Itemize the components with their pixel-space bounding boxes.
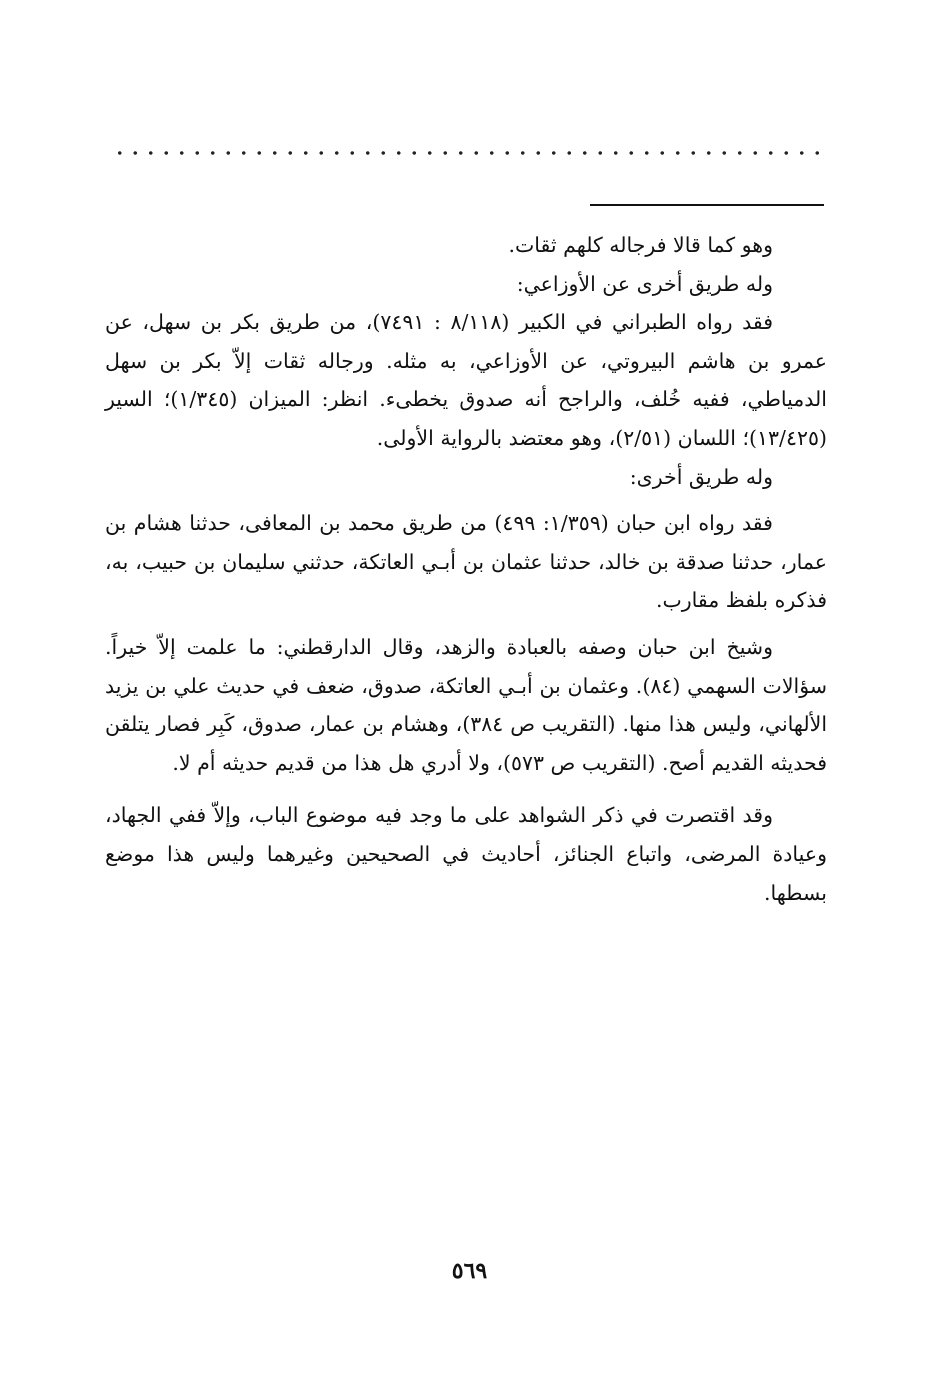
footnote-text: [105, 226, 827, 912]
paragraph-closing: وقد اقتصرت في ذكر الشواهد على ما وجد فيه موضوع الباب، وإلاّ ففي الجهاد، وعيادة المرضى، واتباع الجنائز، أحاديث في الصحيحين وغيرهما وليس هذا موضع بسطها.: [105, 803, 827, 905]
footnote-rule: [590, 204, 824, 206]
page-number: ٥٦٩: [451, 1258, 488, 1284]
dotted-separator: [112, 150, 824, 156]
paragraph-tabarani: فقد رواه الطبراني في الكبير (٨/١١٨ : ٧٤٩١)، من طريق بكر بن سهل، عن عمرو بن هاشم البيروتي، عن الأوزاعي، به مثله. ورجاله ثقات إلاّ بكر بن سهل الدمياطي، ففيه خُلف، والراجح أنه صدوق يخطىء. انظر: الميزان (١/٣٤٥)؛ السير (١٣/٤٢٥)؛ اللسان (٢/٥١)، وهو معتضد بالرواية الأولى.: [105, 310, 827, 450]
paragraph-conclusion: وهو كما قالا فرجاله كلهم ثقات.: [508, 233, 773, 257]
paragraph-another-route: وله طريق أخرى:: [629, 464, 773, 489]
paragraph-narrators: وشيخ ابن حبان وصفه بالعبادة والزهد، وقال الدارقطني: ما علمت إلاّ خيراً. سؤالات السهمي (٨٤). وعثمان بن أبـي العاتكة، صدوق، ضعف في حديث علي بن يزيد الألهاني، وليس هذا منها. (التقريب ص ٣٨٤)، وهشام بن عمار، صدوق، كَبِر فصار يتلقن فحديثه القديم أصح. (التقريب ص ٥٧٣)، ولا أدري هل هذا من قديم حديثه أم لا.: [105, 634, 828, 775]
paragraph-ibn-hibban: فقد رواه ابن حبان (١/٣٥٩: ٤٩٩) من طريق محمد بن المعافى، حدثنا هشام بن عمار، حدثنا صدقة بن خالد، حدثنا عثمان بن أبـي العاتكة، حدثني سليمان بن حبيب، به، فذكره بلفظ مقارب.: [105, 511, 827, 613]
paragraph-another-route-awzai: وله طريق أخرى عن الأوزاعي:: [516, 271, 773, 296]
